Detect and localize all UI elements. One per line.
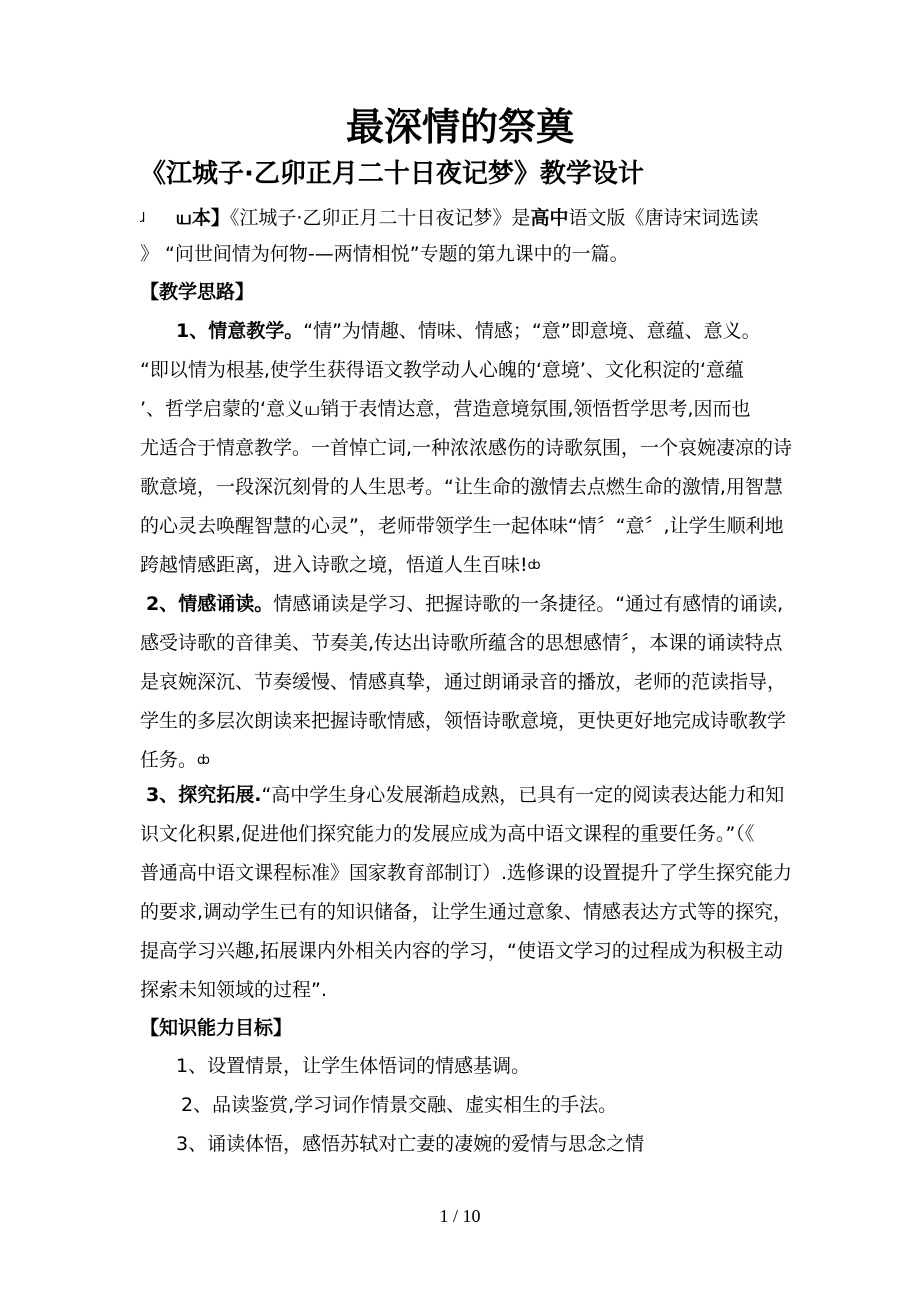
paragraph-end-mark: ȸ	[197, 753, 210, 768]
paragraph-end-mark: ȸ	[527, 558, 541, 573]
section-heading-teaching-approach: 【教学思路】	[140, 281, 255, 303]
page-number: 1 / 10	[439, 1206, 481, 1226]
p1-line-6: 的心灵去唤醒智慧的心灵”，老师带领学生一起体味“情〞“意〞,让学生顺利地	[140, 515, 784, 537]
p3-label: 3、探究拓展.	[146, 784, 262, 806]
page-subtitle: 《江城子·乙卯正月二十日夜记梦》教学设计	[140, 159, 644, 189]
p1-line-7: 跨越情感距离，进入诗歌之境，悟道人生百味!ȸ	[140, 554, 541, 576]
goal-item: 1、设置情景，让学生体悟词的情感基调。	[176, 1055, 531, 1077]
page-title: 最深情的祭奠	[345, 105, 574, 149]
goal-item: 2、品读鉴赏,学习词作情景交融、虚实相生的手法。	[181, 1094, 618, 1116]
p1-line-5: 歌意境，一段深沉刻骨的人生思考。“让生命的激情去点燃生命的激情,用智慧	[140, 476, 783, 498]
p2-line-1: 2、情感诵读。情感诵读是学习、把握诗歌的一条捷径。“通过有感情的诵读,	[146, 593, 784, 615]
p2-line-3: 是哀婉深沉、节奏缓慢、情感真挚，通过朗诵录音的播放，老师的范读指导，	[140, 671, 787, 693]
p3-line-4: 的要求,调动学生已有的知识储备，让学生通过意象、情感表达方式等的探究，	[140, 901, 793, 923]
p3-line-5: 提高学习兴趣,拓展课内外相关内容的学习，“使语文学习的过程成为积极主动	[140, 940, 783, 962]
intro-label: ய本】	[175, 207, 230, 229]
p1-line-4: 尤适合于情意教学。一首悼亡词,一种浓浓感伤的诗歌氛围，一个哀婉凄凉的诗	[140, 437, 793, 459]
intro-line-1: ɺ ய本】《江城子·乙卯正月二十日夜记梦》是高中语文版《唐诗宋词选读	[140, 207, 759, 229]
p2-line-2: 感受诗歌的音律美、节奏美,传达出诗歌所蕴含的思想感情〞，本课的诵读特点	[140, 632, 783, 654]
p1-line-2: “即以情为根基,使学生获得语文教学动人心魄的‘意境’、文化积淀的‘意蕴	[140, 359, 745, 381]
p3-line-6: 探索未知领域的过程”.	[140, 979, 327, 1001]
p3-line-2: 识文化积累,促进他们探究能力的发展应成为高中语文课程的重要任务。”（《	[140, 823, 755, 845]
p2-line-5: 任务。ȸ	[140, 749, 210, 771]
intro-line-2: 》 “问世间情为何物-—两情相悦”专题的第九课中的一篇。	[140, 243, 629, 265]
section-heading-knowledge-goals: 【知识能力目标】	[140, 1017, 293, 1039]
p1-line-3: ’、哲学启蒙的‘意义ய销于表情达意，营造意境氛围,领悟哲学思考,因而也	[140, 398, 751, 420]
goal-item: 3、诵读体悟，感悟苏轼对亡妻的凄婉的爱情与思念之情	[176, 1133, 645, 1155]
corrupted-glyph: ɺ	[140, 211, 146, 226]
p1-line-1: 1、情意教学。“情”为情趣、情味、情感；“意”即意境、意蕴、意义。	[176, 320, 761, 342]
p3-line-3: 普通高中语文课程标准》国家教育部制订）.选修课的设置提升了学生探究能力	[140, 862, 793, 884]
p2-label: 2、情感诵读。	[146, 593, 274, 615]
p3-line-1: 3、探究拓展.“高中学生身心发展渐趋成熟，已具有一定的阅读表达能力和知	[146, 784, 785, 806]
p1-label: 1、情意教学。	[176, 320, 304, 342]
p2-line-4: 学生的多层次朗读来把握诗歌情感，领悟诗歌意境，更快更好地完成诗歌教学	[140, 710, 787, 732]
